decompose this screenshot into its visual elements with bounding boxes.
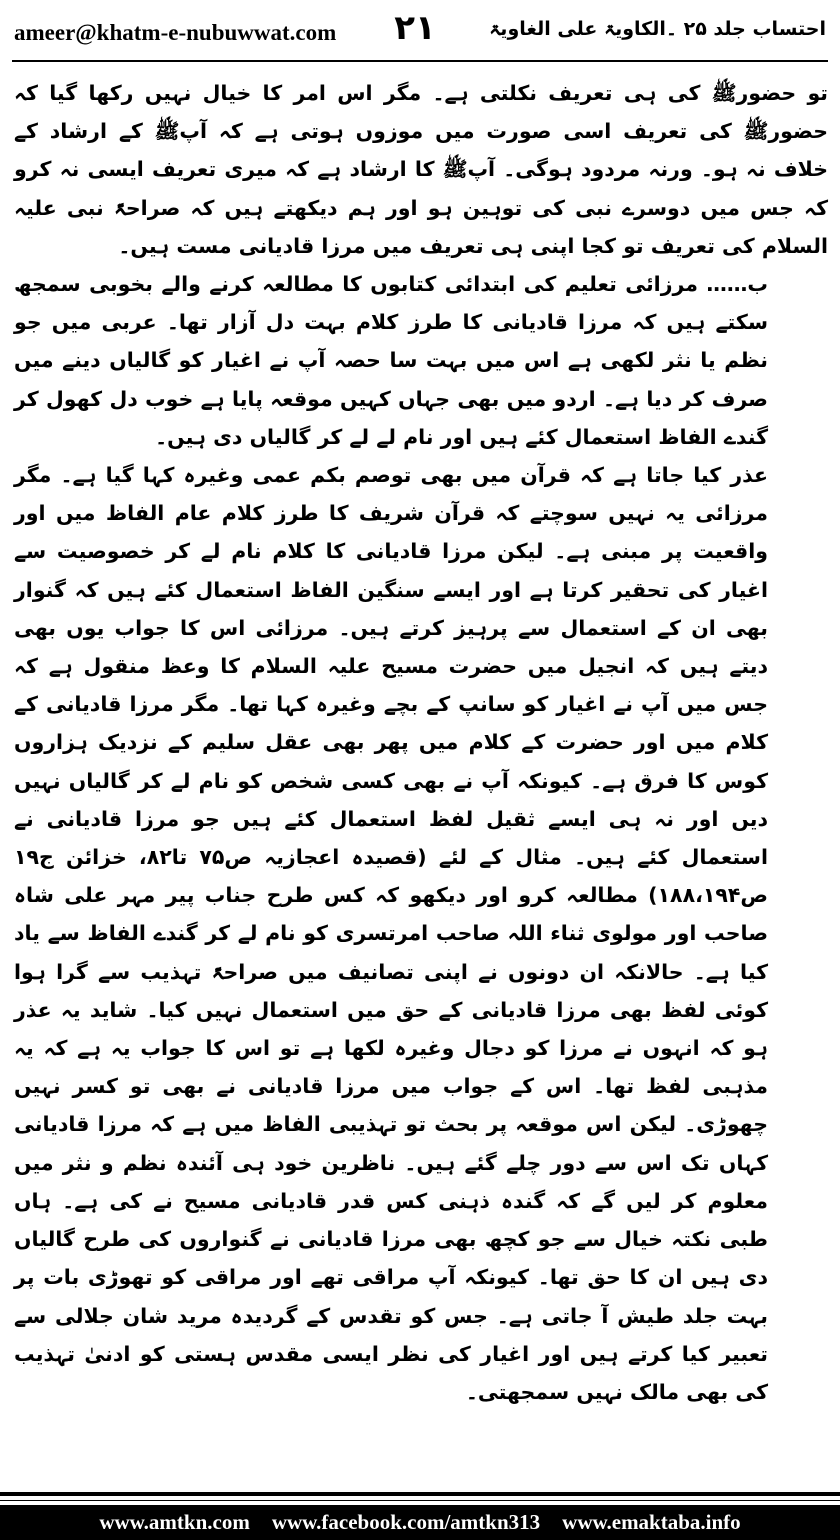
running-title: احتساب جلد ۲۵ ۔الکاویۃ علی الغاویۃ — [489, 18, 826, 40]
footer-link-emaktaba[interactable]: www.emaktaba.info — [562, 1510, 741, 1534]
page-header — [0, 0, 840, 66]
page-footer — [0, 1505, 840, 1540]
paragraph-3: عذر کیا جاتا ہے کہ قرآن میں بھی توصم بکم عمی وغیرہ کہا گیا ہے۔ مگر مرزائی یہ نہیں سوچتے کہ قرآن شریف کا طرز کلام عام الفاظ میں اور واقعیت پر مبنی ہے۔ لیکن مرزا قادیانی کا کلام نام لے کر خصوصیت سے اغیار کی تحقیر کرتا ہے اور ایسے سنگین الفاظ استعمال کئے ہیں کہ گنوار بھی ان کے استعمال سے پرہیز کرتے ہیں۔ مرزائی اس کا جواب یوں بھی دیتے ہیں کہ انجیل میں حضرت مسیح علیہ السلام کا وعظ منقول ہے کہ جس میں آپ نے اغیار کو سانپ کے بچے وغیرہ کہا تھا۔ مگر مرزا قادیانی کے کلام میں اور حضرت کے کلام میں پھر بھی عقل سلیم کے نزدیک ہزاروں کوس کا فرق ہے۔ کیونکہ آپ نے بھی کسی شخص کو نام لے کر گالیاں نہیں دیں اور نہ ہی ایسے ثقیل لفظ استعمال کئے ہیں جو مرزا قادیانی نے استعمال کئے ہیں۔ مثال کے لئے (قصیدہ اعجازیہ ص۷۵ تا۸۲، خزائن ج۱۹ ص۱۸۸،۱۹۴) مطالعہ کرو اور دیکھو کہ کس طرح جناب پیر مہر علی شاہ صاحب اور مولوی ثناء اللہ صاحب امرتسری کو نام لے کر گندے الفاظ سے یاد کیا ہے۔ حالانکہ ان دونوں نے اپنی تصانیف میں صراحۃً تہذیب سے گرا ہوا کوئی لفظ بھی مرزا قادیانی کے حق میں استعمال نہیں کیا۔ شاید یہ عذر ہو کہ انہوں نے مرزا کو دجال وغیرہ لکھا ہے تو اس کا جواب یہ ہے کہ یہ مذہبی لفظ تھا۔ اس کے جواب میں مرزا قادیانی نے بھی تو کسر نہیں چھوڑی۔ لیکن اس موقعہ پر بحث تو تہذیبی الفاظ میں ہے کہ مرزا قادیانی کہاں تک اس سے دور چلے گئے ہیں۔ ناظرین خود ہی آئندہ نظم و نثر میں معلوم کر لیں گے کہ گندہ ذہنی کس قدر قادیانی مسیح نے کی ہے۔ ہاں طبی نکتہ خیال سے جو کچھ بھی مرزا قادیانی نے گنواروں کی طرح گالیاں دی ہیں ان کا حق تھا۔ کیونکہ آپ مراقی تھے اور مراقی کو تھوڑی بات پر بہت جلد طیش آ جاتی ہے۔ جس کو تقدس کے گردیدہ مرید شان جلالی سے تعبیر کیا کرتے ہیں اور اغیار کی نظر ایسی مقدس ہستی کو ادنیٰ تہذیب کی بھی مالک نہیں سمجھتی۔ — [14, 463, 768, 1404]
paragraph-1: تو حضورﷺ کی ہی تعریف نکلتی ہے۔ مگر اس امر کا خیال نہیں رکھا گیا کہ حضورﷺ کی تعریف اسی صورت میں موزوں ہوتی ہے کہ آپﷺ کے ارشاد کے خلاف نہ ہو۔ ورنہ مردود ہوگی۔ آپﷺ کا ارشاد ہے کہ میری تعریف ایسی نہ کرو کہ جس میں دوسرے نبی کی توہین ہو اور ہم دیکھتے ہیں کہ صراحۃً نبی علیہ السلام کی تعریف تو کجا اپنی ہی تعریف میں مرزا قادیانی مست ہیں۔ — [14, 81, 828, 258]
footer-divider-thin — [0, 1500, 840, 1501]
header-email: ameer@khatm-e-nubuwwat.com — [14, 20, 337, 45]
footer-link-facebook[interactable]: www.facebook.com/amtkn313 — [271, 1510, 541, 1534]
header-divider — [12, 60, 828, 62]
footer-link-amtkn[interactable]: www.amtkn.com — [99, 1510, 250, 1534]
page-body — [14, 74, 828, 1411]
paragraph-2: ب…… مرزائی تعلیم کی ابتدائی کتابوں کا مطالعہ کرنے والے بخوبی سمجھ سکتے ہیں کہ مرزا قادیانی کا طرز کلام بہت دل آزار تھا۔ عربی میں جو نظم یا نثر لکھی ہے اس میں بہت سا حصہ آپ نے اغیار کو گالیاں دینے میں صرف کر دیا ہے۔ اردو میں بھی جہاں کہیں موقعہ پایا ہے خوب دل کھول کر گندے الفاظ استعمال کئے ہیں اور نام لے لے کر گالیاں دی ہیں۔ — [14, 272, 768, 449]
page-number: ۲۱ — [394, 8, 436, 48]
footer-divider-thick — [0, 1492, 840, 1496]
